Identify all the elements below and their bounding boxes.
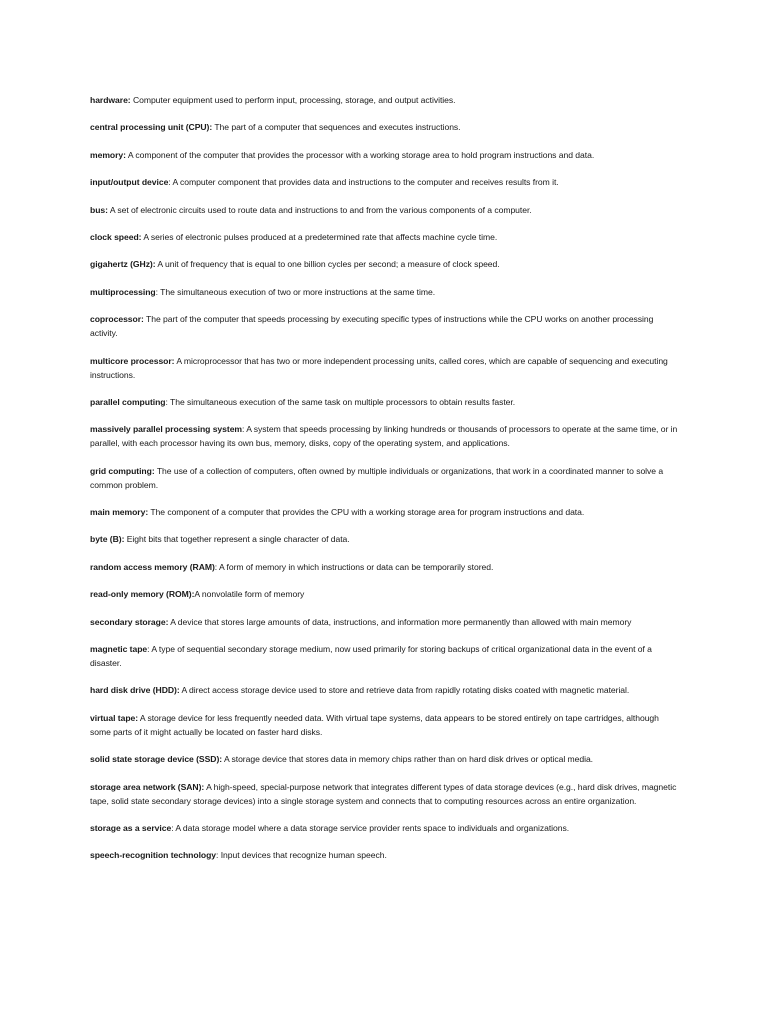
glossary-entry-multiprocessing <box>90 285 682 299</box>
glossary-term: main memory: <box>90 507 149 518</box>
glossary-term: virtual tape: <box>90 712 139 723</box>
glossary-definition: : A form of memory in which instructions or data can be temporarily stored. <box>214 561 494 572</box>
glossary-entry-san <box>90 780 682 808</box>
glossary-definition: : Input devices that recognize human speech. <box>216 850 387 861</box>
glossary-term: gigahertz (GHz): <box>90 259 156 270</box>
glossary-definition: The part of the computer that speeds processing by executing specific types of instructions while the CPU works on another processing activity. <box>90 314 654 339</box>
glossary-term: input/output device <box>90 177 169 188</box>
glossary-entry-gigahertz <box>90 257 682 271</box>
glossary-term: multicore processor: <box>90 355 175 366</box>
glossary-term: speech-recognition technology <box>90 850 217 861</box>
glossary-term: secondary storage: <box>90 616 169 627</box>
glossary-entry-io-device <box>90 175 682 189</box>
glossary-entry-secondary-storage <box>90 615 682 629</box>
glossary-entry-rom <box>90 587 682 601</box>
glossary-term: bus: <box>90 204 108 215</box>
glossary-entry-byte <box>90 532 682 546</box>
glossary-term: hardware: <box>90 95 131 105</box>
glossary-definition: Computer equipment used to perform input, processing, storage, and output activities. <box>130 95 456 105</box>
glossary-definition: : A system that speeds processing by linking hundreds or thousands of processors to operate at the same time, or in parallel, with each processor having its own bus, memory, disks, copy of the operating system, and applications. <box>90 424 678 449</box>
glossary-term: multiprocessing <box>90 286 156 297</box>
glossary-term: storage as a service <box>90 822 172 833</box>
glossary-term: magnetic tape <box>90 644 148 655</box>
glossary-entry-hardware <box>90 93 682 107</box>
glossary-definition: A set of electronic circuits used to route data and instructions to and from the various components of a computer. <box>107 204 532 215</box>
glossary-definition: : The simultaneous execution of the same task on multiple processors to obtain results faster. <box>165 396 516 407</box>
glossary-definition: Eight bits that together represent a single character of data. <box>124 534 350 545</box>
glossary-definition: A microprocessor that has two or more independent processing units, called cores, which are capable of sequencing and executing instructions. <box>90 355 668 380</box>
glossary-entry-ssd <box>90 752 682 766</box>
glossary-entry-cpu <box>90 120 682 134</box>
glossary-page <box>90 93 682 876</box>
glossary-entry-storage-as-a-service <box>90 821 682 835</box>
glossary-entry-ram <box>90 560 682 574</box>
glossary-definition: A storage device that stores data in memory chips rather than on hard disk drives or optical media. <box>222 754 594 765</box>
glossary-term: solid state storage device (SSD): <box>90 754 223 765</box>
glossary-term: central processing unit (CPU): <box>90 122 213 133</box>
glossary-definition: A component of the computer that provides the processor with a working storage area to hold program instructions and data. <box>125 149 595 160</box>
glossary-term: hard disk drive (HDD): <box>90 685 180 696</box>
glossary-entry-virtual-tape <box>90 711 682 739</box>
glossary-entry-main-memory <box>90 505 682 519</box>
glossary-definition: : The simultaneous execution of two or more instructions at the same time. <box>155 286 436 297</box>
glossary-definition: A device that stores large amounts of data, instructions, and information more permanently than allowed with main memory <box>168 616 632 627</box>
glossary-term: storage area network (SAN): <box>90 781 205 792</box>
glossary-definition: A series of electronic pulses produced at a predetermined rate that affects machine cycle time. <box>141 231 498 242</box>
glossary-entry-magnetic-tape <box>90 642 682 670</box>
glossary-term: memory: <box>90 149 126 160</box>
glossary-entry-memory <box>90 148 682 162</box>
glossary-term: clock speed: <box>90 231 142 242</box>
glossary-definition: A unit of frequency that is equal to one billion cycles per second; a measure of clock speed. <box>155 259 500 270</box>
glossary-definition: A direct access storage device used to store and retrieve data from rapidly rotating disks coated with magnetic material. <box>179 685 630 696</box>
glossary-definition: A storage device for less frequently needed data. With virtual tape systems, data appears to be stored entirely on tape cartridges, although some parts of it might actually be located on faster hard disks. <box>90 712 659 737</box>
glossary-entry-coprocessor <box>90 312 682 340</box>
glossary-entry-speech-recognition <box>90 848 682 862</box>
glossary-term: coprocessor: <box>90 314 144 325</box>
glossary-entry-hdd <box>90 683 682 697</box>
glossary-definition: The use of a collection of computers, often owned by multiple individuals or organizations, that work in a coordinated manner to solve a common problem. <box>90 465 664 490</box>
glossary-definition: : A type of sequential secondary storage medium, now used primarily for storing backups of critical organizational data in the event of a disaster. <box>90 644 652 669</box>
glossary-definition: A high-speed, special-purpose network that integrates different types of data storage devices (e.g., hard disk drives, magnetic tape, solid state secondary storage devices) into a single storage system and connects that to computing resources across an entire organization. <box>90 781 677 806</box>
glossary-entry-clock-speed <box>90 230 682 244</box>
glossary-term: random access memory (RAM) <box>90 561 215 572</box>
glossary-term: massively parallel processing system <box>90 424 243 435</box>
glossary-entry-grid-computing <box>90 464 682 492</box>
glossary-definition: : A computer component that provides data and instructions to the computer and receives results from it. <box>168 177 559 188</box>
glossary-entry-multicore-processor <box>90 354 682 382</box>
glossary-term: read-only memory (ROM): <box>90 589 195 600</box>
glossary-term: parallel computing <box>90 396 166 407</box>
glossary-term: grid computing: <box>90 465 155 476</box>
glossary-definition: The part of a computer that sequences and executes instructions. <box>212 122 461 133</box>
glossary-entry-parallel-computing <box>90 395 682 409</box>
glossary-definition: The component of a computer that provides the CPU with a working storage area for program instructions and data. <box>148 507 585 518</box>
glossary-definition: A nonvolatile form of memory <box>194 589 305 600</box>
glossary-entry-massively-parallel <box>90 422 682 450</box>
glossary-entry-bus <box>90 203 682 217</box>
glossary-term: byte (B): <box>90 534 125 545</box>
glossary-definition: : A data storage model where a data storage service provider rents space to individuals and organizations. <box>171 822 570 833</box>
